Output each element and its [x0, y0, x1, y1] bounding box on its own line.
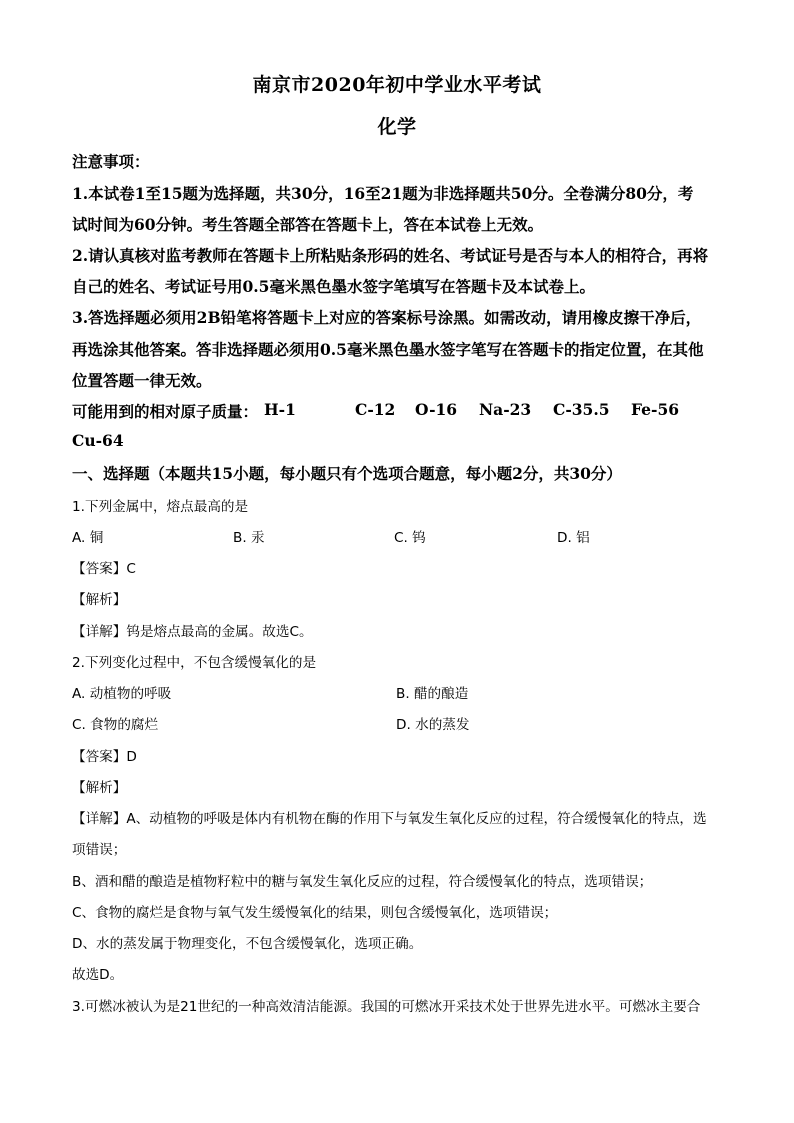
q2-detail-line-3: B、酒和醋的酿造是植物籽粒中的糖与氧发生氧化反应的过程，符合缓慢氧化的特点，选项错误； — [72, 874, 653, 890]
q2-answer-value: D — [126, 749, 137, 765]
atomic-mass-o: O-16 — [415, 400, 458, 419]
q1-option-d: D. 铝 — [557, 530, 590, 546]
q2-options-row-1 — [72, 682, 722, 702]
q2-options-row-2 — [72, 713, 722, 733]
notice-line-3: 2.请认真核对监考教师在答题卡上所粘贴条形码的姓名、考试证号是否与本人的相符合，再将 — [72, 246, 709, 265]
section-heading: 一、选择题（本题共15小题，每小题只有个选项合题意，每小题2分，共30分） — [72, 464, 622, 483]
q1-option-c: C. 钨 — [394, 530, 426, 546]
q2-analysis-tag: 【解析】 — [72, 780, 127, 796]
q2-option-d: D. 水的蒸发 — [396, 717, 470, 733]
atomic-mass-h: H-1 — [264, 400, 296, 419]
q1-detail-tag: 【详解】 — [72, 624, 127, 640]
atomic-mass-c: C-12 — [355, 400, 396, 419]
q2-option-b: B. 醋的酿造 — [396, 686, 469, 702]
notice-line-7: 位置答题一律无效。 — [72, 371, 212, 390]
q1-stem: 1.下列金属中，熔点最高的是 — [72, 499, 249, 515]
q1-option-a: A. 铜 — [72, 530, 104, 546]
q2-detail-text-1: A、动植物的呼吸是体内有机物在酶的作用下与氧发生氧化反应的过程，符合缓慢氧化的特点，选 — [126, 811, 707, 827]
q2-option-a: A. 动植物的呼吸 — [72, 686, 172, 702]
notice-line-6: 再选涂其他答案。答非选择题必须用0.5毫米黑色墨水签字笔写在答题卡的指定位置，在其他 — [72, 340, 704, 359]
q2-detail-tag: 【详解】 — [72, 811, 127, 827]
atomic-mass-fe: Fe-56 — [631, 400, 680, 419]
notice-line-5: 3.答选择题必须用2B铅笔将答题卡上对应的答案标号涂黑。如需改动，请用橡皮擦干净后， — [72, 308, 702, 327]
q2-detail-line-4: C、食物的腐烂是食物与氧气发生缓慢氧化的结果，则包含缓慢氧化，选项错误； — [72, 905, 558, 921]
q1-analysis-tag: 【解析】 — [72, 592, 127, 608]
notice-line-4: 自己的姓名、考试证号用0.5毫米黑色墨水签字笔填写在答题卡及本试卷上。 — [72, 277, 595, 296]
atomic-mass-cu: Cu-64 — [72, 431, 124, 450]
q1-option-b: B. 汞 — [233, 530, 265, 546]
atomic-mass-cl: C-35.5 — [553, 400, 610, 419]
exam-title: 南京市2020年初中学业水平考试 — [252, 74, 542, 96]
notice-line-2: 试时间为60分钟。考生答题全部答在答题卡上，答在本试卷上无效。 — [72, 215, 544, 234]
q1-answer-value: C — [126, 561, 136, 577]
q1-answer-tag: 【答案】 — [72, 561, 127, 577]
atomic-mass-label: 可能用到的相对原子质量： — [72, 402, 259, 421]
notice-heading: 注意事项： — [72, 152, 150, 171]
q2-stem: 2.下列变化过程中，不包含缓慢氧化的是 — [72, 655, 317, 671]
q2-detail-line-1 — [72, 807, 722, 827]
q2-detail-line-5: D、水的蒸发属于物理变化，不包含缓慢氧化，选项正确。 — [72, 936, 423, 952]
atomic-mass-row — [72, 400, 722, 422]
q2-answer — [72, 745, 722, 765]
q1-detail — [72, 620, 722, 640]
notice-line-1: 1.本试卷1至15题为选择题，共30分，16至21题为非选择题共50分。全卷满分80分，考 — [72, 184, 694, 203]
exam-subject: 化学 — [377, 116, 417, 138]
q1-answer — [72, 557, 722, 577]
q1-detail-text: 钨是熔点最高的金属。故选C。 — [126, 624, 313, 640]
q2-detail-line-6: 故选D。 — [72, 967, 124, 983]
q3-stem: 3.可燃冰被认为是21世纪的一种高效清洁能源。我国的可燃冰开采技术处于世界先进水平。可燃冰主要合 — [72, 999, 701, 1015]
q1-options — [72, 526, 722, 546]
q2-answer-tag: 【答案】 — [72, 749, 127, 765]
q2-detail-line-2: 项错误； — [72, 842, 127, 858]
q2-option-c: C. 食物的腐烂 — [72, 717, 159, 733]
atomic-mass-na: Na-23 — [479, 400, 532, 419]
